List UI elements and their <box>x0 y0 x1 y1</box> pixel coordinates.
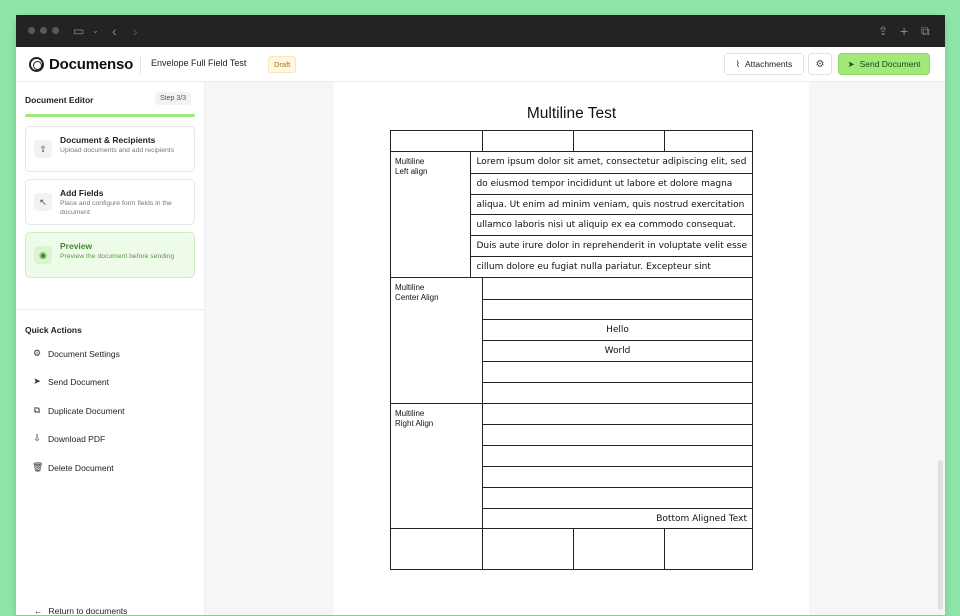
send-document-label: Send Document <box>859 59 921 69</box>
divider <box>140 55 141 74</box>
step-title: Preview <box>60 241 93 251</box>
empty-cell <box>664 529 752 569</box>
chevron-down-icon[interactable]: ⌄ <box>92 26 99 35</box>
forward-arrow-icon[interactable]: › <box>133 23 138 39</box>
cursor-icon: ↖ <box>34 193 52 211</box>
document-title: Envelope Full Field Test <box>151 58 247 68</box>
text-line: ullamco laboris nisi ut aliquip ex ea commodo consequat. <box>471 214 752 235</box>
row-label-line: Center Align <box>395 292 439 302</box>
duplicate-document-action[interactable] <box>32 405 125 416</box>
download-pdf-action[interactable] <box>32 433 105 444</box>
eye-icon: ◉ <box>34 246 52 264</box>
logo[interactable] <box>29 56 133 73</box>
sidebar <box>16 82 205 615</box>
window-controls[interactable] <box>28 27 59 34</box>
table-row-left-align <box>391 151 752 277</box>
close-dot-icon[interactable] <box>28 27 35 34</box>
text-line <box>483 487 752 508</box>
empty-cell <box>391 529 482 569</box>
send-document-action[interactable] <box>32 376 109 387</box>
text-line <box>483 466 752 487</box>
text-line <box>483 382 752 403</box>
delete-document-action[interactable] <box>32 462 114 473</box>
text-line <box>483 404 752 425</box>
action-label: Download PDF <box>48 433 106 444</box>
document-page <box>334 82 809 615</box>
upload-icon: ⇧ <box>34 140 52 158</box>
attachments-button[interactable] <box>724 53 804 75</box>
send-icon: ➤ <box>847 58 855 69</box>
empty-cell <box>482 131 573 151</box>
step-description: Preview the document before sending <box>60 253 175 260</box>
title-bar <box>16 15 945 47</box>
text-line <box>483 299 752 320</box>
arrow-left-icon: ← <box>34 606 43 616</box>
new-tab-icon[interactable]: + <box>900 23 909 39</box>
text-lines <box>470 152 752 277</box>
step-description: Upload documents and add recipients <box>60 147 175 154</box>
row-label-line: Right Align <box>395 418 434 428</box>
text-line <box>483 424 752 445</box>
logo-icon <box>29 57 44 72</box>
empty-cell <box>482 529 573 569</box>
text-line <box>483 445 752 466</box>
gear-icon: ⚙ <box>815 58 825 70</box>
step-document-recipients[interactable] <box>25 126 195 172</box>
attachments-label: Attachments <box>744 59 793 69</box>
app-header <box>16 47 945 82</box>
download-icon: ⇩ <box>33 433 41 443</box>
status-badge: Draft <box>268 56 296 73</box>
row-label-line: Left align <box>395 167 428 176</box>
empty-cell <box>391 131 482 151</box>
minimize-dot-icon[interactable] <box>40 27 47 34</box>
gear-icon: ⚙ <box>32 348 42 358</box>
share-icon[interactable]: ⇪ <box>878 24 889 38</box>
table-row <box>391 131 752 151</box>
text-line: Lorem ipsum dolor sit amet, consectetur adipiscing elit, sed <box>476 157 747 167</box>
return-to-documents-link[interactable] <box>34 606 127 616</box>
tabs-overview-icon[interactable]: ⧉ <box>921 24 930 38</box>
action-label: Duplicate Document <box>48 405 125 416</box>
browser-window <box>16 15 945 615</box>
copy-icon: ⧉ <box>33 405 41 415</box>
action-label: Delete Document <box>48 462 114 473</box>
step-title: Document & Recipients <box>60 135 156 145</box>
empty-cell <box>664 131 752 151</box>
pdf-table <box>390 130 753 570</box>
step-add-fields[interactable] <box>25 179 195 225</box>
text-line <box>483 278 752 299</box>
row-label <box>391 404 482 529</box>
trash-icon: 🗑 <box>32 462 44 472</box>
table-row <box>391 528 752 569</box>
action-label: Send Document <box>48 376 109 387</box>
logo-text: Documenso <box>49 56 134 73</box>
step-title: Add Fields <box>60 188 104 198</box>
step-description: Place and configure form fields in the document <box>60 200 172 216</box>
text-line: Hello <box>483 319 752 340</box>
scrollbar[interactable] <box>938 460 943 610</box>
text-line: do eiusmod tempor incididunt ut labore et dolore magna <box>471 173 752 194</box>
document-canvas[interactable] <box>205 82 945 615</box>
pdf-title: Multiline Test <box>526 105 617 122</box>
text-line: Duis aute irure dolor in reprehenderit in voluptate velit esse <box>471 235 752 256</box>
table-row-center-align <box>391 277 752 403</box>
text-lines <box>482 404 752 529</box>
quick-actions-title: Quick Actions <box>25 325 82 335</box>
sidebar-toggle-icon[interactable]: ▭ <box>73 24 85 38</box>
step-preview[interactable] <box>25 232 195 278</box>
text-line <box>483 361 752 382</box>
text-line: cillum dolore eu fugiat nulla pariatur. Excepteur sint <box>471 256 752 277</box>
settings-button[interactable] <box>808 53 832 75</box>
empty-cell <box>573 529 664 569</box>
table-row-right-align <box>391 403 752 529</box>
divider <box>16 309 204 310</box>
text-line: aliqua. Ut enim ad minim veniam, quis nostrud exercitation <box>471 194 752 215</box>
row-label-line: Multiline <box>395 408 425 418</box>
document-settings-action[interactable] <box>32 348 120 359</box>
sidebar-title: Document Editor <box>25 95 94 105</box>
back-arrow-icon[interactable]: ‹ <box>112 23 117 39</box>
action-label: Document Settings <box>48 348 120 359</box>
row-label <box>391 152 470 277</box>
maximize-dot-icon[interactable] <box>52 27 59 34</box>
progress-bar <box>25 114 195 117</box>
step-badge: Step 3/3 <box>155 92 191 105</box>
empty-cell <box>573 131 664 151</box>
send-document-button[interactable] <box>838 53 930 75</box>
row-label-line: Multiline <box>395 282 425 292</box>
paperclip-icon: ⌇ <box>735 58 740 69</box>
text-lines <box>482 278 752 403</box>
text-line: World <box>483 340 752 361</box>
text-line: Bottom Aligned Text <box>483 508 752 529</box>
row-label-line: Multiline <box>395 157 425 166</box>
return-label: Return to documents <box>48 606 128 616</box>
send-icon: ➤ <box>33 376 41 386</box>
row-label <box>391 278 482 403</box>
